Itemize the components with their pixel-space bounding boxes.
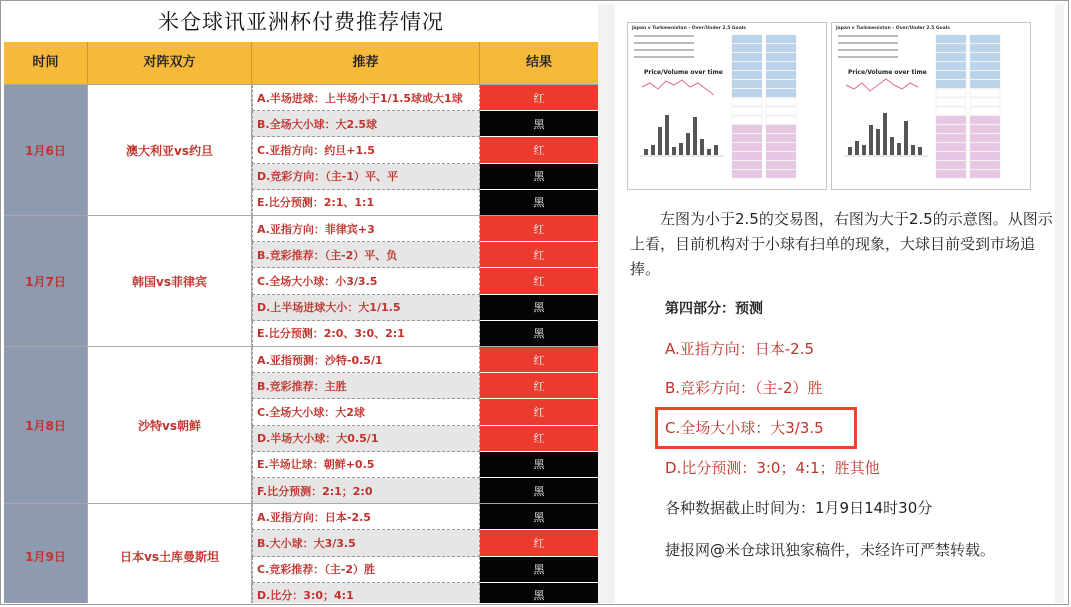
thumbnail-text-line	[838, 56, 898, 58]
thumbnail-graphic	[628, 23, 828, 191]
thumbnail-chart-title: Price/Volume over time	[644, 69, 723, 76]
recommendation-row	[252, 452, 598, 478]
result-badge: 红	[480, 85, 598, 111]
match-teams: 韩国vs菲律宾	[88, 216, 252, 346]
thumbnail-price-line	[846, 79, 918, 91]
match-date: 1月9日	[4, 504, 88, 603]
thumbnail-under-2-5	[627, 22, 827, 190]
recommendation-text: C.全场大小球：小3/3.5	[252, 268, 480, 294]
result-badge: 红	[480, 399, 598, 425]
result-badge: 红	[480, 426, 598, 452]
thumbnail-volume-bar	[714, 145, 718, 155]
recommendation-text: E.半场让球：朝鲜+0.5	[252, 452, 480, 478]
recommendation-row	[252, 321, 598, 347]
thumbnail-table-cell	[936, 35, 966, 43]
thumbnail-title: Japan v Turkmenistan - Over/Under 2.5 Goals	[632, 26, 746, 31]
recommendation-text: A.半场进球：上半场小于1/1.5球或大1球	[252, 85, 480, 111]
result-badge: 黑	[480, 504, 598, 530]
result-badge: 红	[480, 268, 598, 294]
thumbnail-table-cell	[936, 44, 966, 52]
thumbnail-volume-bar	[869, 125, 873, 155]
recommendation-text: A.亚指方向：日本-2.5	[252, 504, 480, 530]
thumbnail-table-cell	[732, 98, 762, 106]
article-page	[615, 4, 1055, 603]
thumbnail-table-cell	[766, 107, 796, 115]
thumbnail-table-cell	[766, 35, 796, 43]
thumbnail-table-cell	[936, 161, 966, 169]
thumbnail-volume-bar	[679, 143, 683, 155]
match-date: 1月6日	[4, 85, 88, 215]
result-badge: 红	[480, 216, 598, 242]
thumbnail-table-cell	[766, 62, 796, 70]
thumbnail-text-line	[838, 49, 898, 51]
thumbnail-table-cell	[732, 44, 762, 52]
section-heading: 第四部分：预测	[665, 301, 763, 317]
recommendation-text: A.亚指预测：沙特-0.5/1	[252, 347, 480, 373]
thumbnail-text-line	[838, 35, 898, 37]
thumbnail-table-cell	[936, 170, 966, 178]
result-badge: 黑	[480, 557, 598, 583]
thumbnail-volume-bar	[686, 133, 690, 155]
thumbnail-graphic	[832, 23, 1032, 191]
thumbnail-table-cell	[766, 89, 796, 97]
match-date: 1月7日	[4, 216, 88, 346]
recommendation-row	[252, 268, 598, 294]
article-panel	[598, 4, 1064, 603]
thumbnail-volume-bar	[904, 121, 908, 155]
recommendation-text: A.亚指方向：菲律宾+3	[252, 216, 480, 242]
thumbnail-table-cell	[732, 71, 762, 79]
recommendation-text: B.竞彩推荐：（主-2）平、负	[252, 242, 480, 268]
thumbnail-table-cell	[970, 44, 1000, 52]
thumbnail-text-line	[838, 42, 898, 44]
cutoff-note: 各种数据截止时间为：1月9日14时30分	[665, 499, 933, 517]
recommendation-row	[252, 399, 598, 425]
thumbnail-table-cell	[970, 170, 1000, 178]
header-recommend: 推荐	[252, 42, 480, 84]
thumbnail-table-cell	[732, 89, 762, 97]
thumbnail-table-cell	[970, 161, 1000, 169]
thumbnail-volume-bar	[672, 147, 676, 155]
thumbnail-table-cell	[732, 35, 762, 43]
thumbnail-table-cell	[970, 98, 1000, 106]
result-badge: 红	[480, 242, 598, 268]
recommendation-row	[252, 242, 598, 268]
recommendation-row	[252, 373, 598, 399]
thumbnail-table-cell	[732, 125, 762, 133]
article-paragraph	[630, 207, 1060, 282]
recommendation-row	[252, 557, 598, 583]
recommendation-text: D.上半场进球大小：大1/1.5	[252, 295, 480, 321]
thumbnail-volume-bar	[848, 147, 852, 155]
thumbnail-table-cell	[970, 80, 1000, 88]
thumbnail-table-cell	[766, 152, 796, 160]
thumbnail-volume-bar	[862, 145, 866, 155]
thumbnail-table-cell	[732, 152, 762, 160]
thumbnail-table-cell	[766, 44, 796, 52]
thumbnail-volume-bar	[897, 143, 901, 155]
result-badge: 黑	[480, 164, 598, 190]
recommendation-text: D.竞彩方向：（主-1）平、平	[252, 164, 480, 190]
recommendation-text: B.大小球：大3/3.5	[252, 530, 480, 556]
match-teams: 澳大利亚vs约旦	[88, 85, 252, 215]
thumbnail-table-cell	[936, 80, 966, 88]
recommendation-row	[252, 111, 598, 137]
thumbnail-table-cell	[970, 35, 1000, 43]
match-group	[4, 346, 598, 503]
thumbnail-table-cell	[732, 143, 762, 151]
result-badge: 红	[480, 373, 598, 399]
recommendation-text: D.比分：3:0；4:1	[252, 583, 480, 603]
prediction-a: A.亚指方向：日本-2.5	[665, 340, 815, 358]
recommendation-text: E.比分预测：2:1、1:1	[252, 190, 480, 216]
thumbnail-text-line	[634, 42, 694, 44]
thumbnail-volume-bar	[665, 115, 669, 155]
thumbnail-table-cell	[970, 107, 1000, 115]
match-teams: 日本vs土库曼斯坦	[88, 504, 252, 603]
thumbnail-volume-bar	[876, 129, 880, 155]
header-match: 对阵双方	[88, 42, 252, 84]
thumbnail-table-cell	[970, 62, 1000, 70]
thumbnail-table-cell	[970, 143, 1000, 151]
table-header	[4, 42, 598, 84]
match-group	[4, 215, 598, 346]
thumbnail-table-cell	[936, 62, 966, 70]
thumbnail-chart-title: Price/Volume over time	[848, 69, 927, 76]
recommendation-text: C.全场大小球：大2球	[252, 399, 480, 425]
recommendation-table	[4, 4, 598, 603]
thumbnail-volume-bar	[651, 145, 655, 155]
thumbnail-table-cell	[732, 170, 762, 178]
thumbnail-table-cell	[936, 143, 966, 151]
thumbnail-volume-bar	[644, 149, 648, 155]
recommendation-row	[252, 504, 598, 530]
thumbnail-volume-bar	[883, 113, 887, 155]
thumbnail-table-cell	[936, 134, 966, 142]
prediction-d: D.比分预测：3:0；4:1；胜其他	[665, 459, 880, 477]
recommendation-row	[252, 426, 598, 452]
thumbnail-table-cell	[732, 134, 762, 142]
thumbnail-table-cell	[970, 152, 1000, 160]
recommendation-row	[252, 137, 598, 163]
thumbnail-table-cell	[766, 80, 796, 88]
thumbnail-table-cell	[936, 53, 966, 61]
paragraph-text: 左图为小于2.5的交易图，右图为大于2.5的示意图。从图示上看，目前机构对于小球有扫单的现象，大球目前受到市场追捧。	[630, 210, 1053, 278]
thumbnail-price-line	[642, 80, 714, 95]
recommendation-text: F.比分预测：2:1；2:0	[252, 478, 480, 504]
result-badge: 黑	[480, 321, 598, 347]
thumbnail-table-cell	[732, 80, 762, 88]
thumbnail-volume-bar	[707, 149, 711, 155]
thumbnail-over-2-5	[831, 22, 1031, 190]
result-badge: 红	[480, 137, 598, 163]
recommendation-row	[252, 164, 598, 190]
match-group	[4, 84, 598, 215]
thumbnail-table-cell	[970, 89, 1000, 97]
thumbnail-table-cell	[970, 125, 1000, 133]
copyright-note: 捷报网@米仓球讯独家稿件，未经许可严禁转载。	[665, 541, 996, 559]
result-badge: 黑	[480, 452, 598, 478]
thumbnail-volume-bar	[911, 145, 915, 155]
recommendation-row	[252, 530, 598, 556]
thumbnail-table-cell	[970, 71, 1000, 79]
thumbnail-table-cell	[732, 53, 762, 61]
thumbnail-table-cell	[936, 152, 966, 160]
thumbnail-text-line	[634, 35, 694, 37]
thumbnail-table-cell	[766, 116, 796, 124]
recommendation-text: D.半场大小球：大0.5/1	[252, 426, 480, 452]
recommendation-text: B.全场大小球：大2.5球	[252, 111, 480, 137]
thumbnail-table-cell	[766, 170, 796, 178]
thumbnail-title: Japan v Turkmenistan - Over/Under 2.5 Goals	[836, 26, 950, 31]
header-result: 结果	[525, 55, 552, 70]
recommendation-text: C.亚指方向：约旦+1.5	[252, 137, 480, 163]
match-group	[4, 503, 598, 603]
prediction-c: C.全场大小球：大3/3.5	[665, 419, 824, 437]
thumbnail-table-cell	[970, 134, 1000, 142]
header-time: 时间	[4, 42, 88, 84]
result-badge: 红	[480, 530, 598, 556]
recommendation-row	[252, 478, 598, 504]
recommendation-text: C.竞彩推荐：（主-2）胜	[252, 557, 480, 583]
match-teams: 沙特vs朝鲜	[88, 347, 252, 503]
match-date: 1月8日	[4, 347, 88, 503]
thumbnail-table-cell	[766, 71, 796, 79]
thumbnail-table-cell	[766, 98, 796, 106]
recommendation-row	[252, 190, 598, 216]
thumbnail-table-cell	[732, 62, 762, 70]
thumbnail-table-cell	[936, 71, 966, 79]
thumbnail-table-cell	[766, 143, 796, 151]
recommendation-row	[252, 347, 598, 373]
thumbnail-volume-bar	[693, 117, 697, 155]
recommendation-row	[252, 216, 598, 242]
thumbnail-volume-bar	[658, 127, 662, 155]
thumbnail-table-cell	[936, 98, 966, 106]
table-title: 米仓球讯亚洲杯付费推荐情况	[158, 10, 444, 34]
result-badge: 黑	[480, 190, 598, 216]
prediction-b: B.竞彩方向：（主-2）胜	[665, 379, 823, 397]
thumbnail-volume-bar	[918, 147, 922, 155]
thumbnail-text-line	[634, 56, 694, 58]
thumbnail-table-cell	[732, 107, 762, 115]
recommendation-text: B.竞彩推荐：主胜	[252, 373, 480, 399]
thumbnail-table-cell	[970, 53, 1000, 61]
thumbnail-table-cell	[732, 116, 762, 124]
thumbnail-table-cell	[936, 125, 966, 133]
thumbnail-table-cell	[936, 89, 966, 97]
result-badge: 黑	[480, 478, 598, 504]
result-badge: 黑	[480, 583, 598, 603]
result-badge: 黑	[480, 111, 598, 137]
thumbnail-table-cell	[732, 161, 762, 169]
thumbnail-text-line	[634, 49, 694, 51]
recommendation-row	[252, 295, 598, 321]
chart-thumbnails	[627, 22, 1047, 192]
thumbnail-table-cell	[766, 125, 796, 133]
result-badge: 红	[480, 347, 598, 373]
result-badge: 黑	[480, 295, 598, 321]
thumbnail-table-cell	[766, 134, 796, 142]
thumbnail-table-cell	[766, 161, 796, 169]
thumbnail-table-cell	[766, 53, 796, 61]
thumbnail-volume-bar	[855, 141, 859, 155]
recommendation-row	[252, 583, 598, 603]
thumbnail-table-cell	[936, 116, 966, 124]
thumbnail-table-cell	[970, 116, 1000, 124]
thumbnail-table-cell	[936, 107, 966, 115]
recommendation-text: E.比分预测：2:0、3:0、2:1	[252, 321, 480, 347]
thumbnail-volume-bar	[700, 139, 704, 155]
recommendation-row	[252, 85, 598, 111]
thumbnail-volume-bar	[890, 137, 894, 155]
